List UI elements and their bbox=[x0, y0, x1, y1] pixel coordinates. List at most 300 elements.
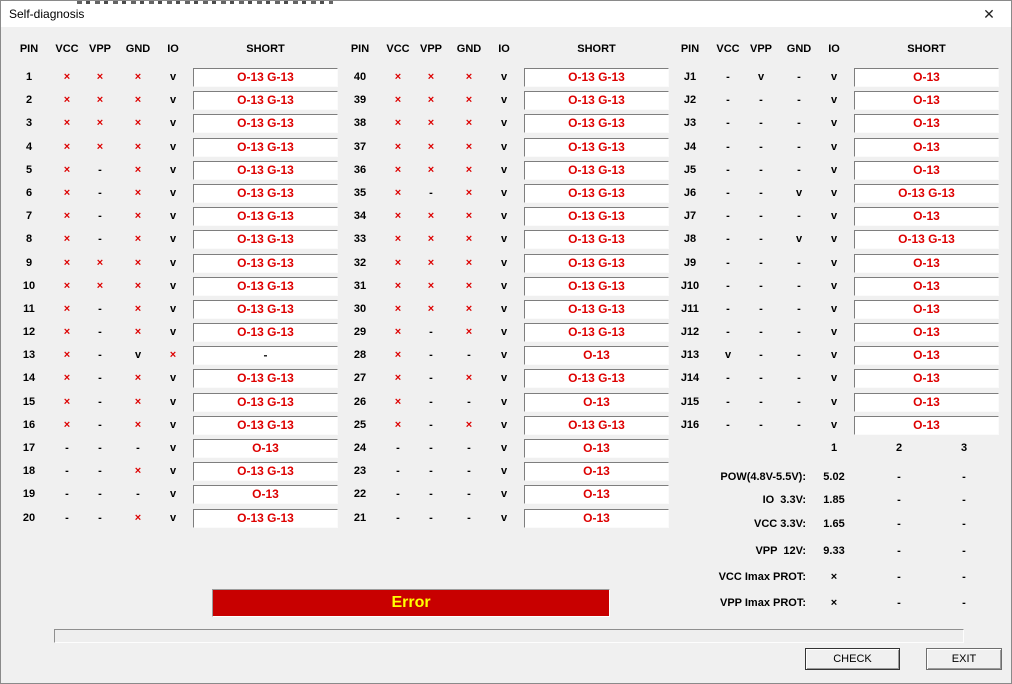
pin-row bbox=[662, 344, 1007, 367]
vcc-status-mark: × bbox=[394, 302, 402, 315]
pin-number: J14 bbox=[680, 372, 700, 385]
short-result-box: - bbox=[193, 346, 338, 365]
gnd-status-mark: × bbox=[134, 418, 142, 431]
pin-number: 31 bbox=[353, 279, 367, 292]
vpp-status-mark: - bbox=[759, 117, 763, 130]
io-status-mark: v bbox=[500, 465, 508, 478]
pin-row bbox=[662, 367, 1007, 390]
voltage-value-3: - bbox=[962, 545, 966, 557]
pin-number: 1 bbox=[25, 71, 33, 83]
io-status-mark: v bbox=[500, 349, 508, 362]
pin-row bbox=[332, 182, 677, 205]
pin-number: 28 bbox=[353, 349, 367, 362]
pin-rows bbox=[662, 66, 1007, 437]
pin-number: 29 bbox=[353, 326, 367, 339]
vcc-status-mark: - bbox=[726, 302, 730, 315]
io-status-mark: v bbox=[169, 279, 177, 292]
vpp-status-mark: - bbox=[759, 326, 763, 339]
gnd-status-mark: - bbox=[467, 349, 471, 362]
window-title: Self-diagnosis bbox=[9, 7, 85, 21]
pin-row bbox=[1, 483, 346, 506]
vcc-status-mark: - bbox=[726, 117, 730, 130]
pin-row bbox=[332, 252, 677, 275]
pin-number: 3 bbox=[25, 117, 33, 130]
vcc-status-mark: - bbox=[726, 71, 730, 83]
short-result-box: O-13 G-13 bbox=[193, 462, 338, 481]
pin-row bbox=[1, 275, 346, 298]
short-result-box: O-13 G-13 bbox=[193, 416, 338, 435]
voltage-value-1: 1.85 bbox=[823, 494, 845, 506]
vpp-status-mark: - bbox=[429, 372, 433, 385]
vpp-status-mark: - bbox=[759, 418, 763, 431]
vcc-status-mark: - bbox=[726, 233, 730, 246]
short-result-box: O-13 G-13 bbox=[524, 161, 669, 180]
pin-row bbox=[332, 205, 677, 228]
vpp-status-mark: × bbox=[427, 117, 435, 130]
short-result-box: O-13 G-13 bbox=[193, 277, 338, 296]
vcc-status-mark: × bbox=[63, 186, 71, 199]
gnd-status-mark: v bbox=[795, 233, 803, 246]
vpp-status-mark: × bbox=[427, 302, 435, 315]
io-status-mark: v bbox=[169, 442, 177, 454]
short-result-box: O-13 bbox=[854, 114, 999, 133]
gnd-status-mark: × bbox=[134, 140, 142, 153]
vpp-header: VPP bbox=[88, 43, 111, 55]
vpp-status-mark: - bbox=[98, 163, 102, 176]
gnd-status-mark: - bbox=[797, 94, 801, 107]
io-status-mark: v bbox=[500, 302, 508, 315]
pin-row bbox=[1, 344, 346, 367]
pin-row bbox=[1, 367, 346, 390]
vpp-status-mark: × bbox=[96, 71, 104, 83]
gnd-status-mark: × bbox=[134, 279, 142, 292]
gnd-status-mark: - bbox=[797, 326, 801, 339]
pin-row bbox=[1, 136, 346, 159]
pin-number: 7 bbox=[25, 210, 33, 223]
pin-number: 40 bbox=[353, 71, 367, 83]
gnd-status-mark: × bbox=[134, 233, 142, 246]
io-status-mark: v bbox=[500, 140, 508, 153]
gnd-status-mark: - bbox=[136, 488, 140, 501]
io-status-mark: v bbox=[830, 279, 838, 292]
vcc-status-mark: × bbox=[394, 71, 402, 83]
short-result-box: O-13 G-13 bbox=[193, 114, 338, 133]
vpp-status-mark: - bbox=[98, 488, 102, 501]
gnd-status-mark: - bbox=[797, 140, 801, 153]
gnd-header: GND bbox=[786, 43, 812, 55]
short-result-box: O-13 bbox=[524, 509, 669, 528]
gnd-status-mark: - bbox=[797, 71, 801, 83]
pin-row bbox=[1, 437, 346, 460]
pin-number: J6 bbox=[683, 186, 697, 199]
pin-row bbox=[662, 89, 1007, 112]
gnd-status-mark: - bbox=[467, 488, 471, 501]
voltage-value-2: - bbox=[897, 597, 901, 609]
pin-number: 36 bbox=[353, 163, 367, 176]
vcc-status-mark: × bbox=[63, 326, 71, 339]
vcc-status-mark: - bbox=[726, 210, 730, 223]
short-result-box: O-13 bbox=[854, 277, 999, 296]
io-status-mark: v bbox=[500, 442, 508, 454]
pin-number: 12 bbox=[22, 326, 36, 339]
exit-button[interactable]: EXIT bbox=[926, 648, 1002, 670]
vpp-status-mark: - bbox=[429, 326, 433, 339]
vpp-header: VPP bbox=[749, 43, 772, 55]
short-result-box: O-13 G-13 bbox=[193, 68, 338, 87]
vpp-status-mark: - bbox=[429, 511, 433, 524]
voltage-value-3: - bbox=[962, 597, 966, 609]
short-result-box: O-13 G-13 bbox=[524, 114, 669, 133]
pin-number: 24 bbox=[353, 442, 367, 454]
short-result-box: O-13 G-13 bbox=[524, 230, 669, 249]
gnd-status-mark: × bbox=[465, 233, 473, 246]
voltage-panel bbox=[606, 442, 1006, 622]
pin-number: J11 bbox=[681, 302, 699, 315]
gnd-status-mark: - bbox=[797, 349, 801, 362]
column-headers bbox=[332, 38, 677, 53]
io-status-mark: v bbox=[830, 326, 838, 339]
io-status-mark: v bbox=[830, 256, 838, 269]
vcc-status-mark: - bbox=[726, 256, 730, 269]
vpp-status-mark: - bbox=[429, 488, 433, 501]
gnd-status-mark: × bbox=[465, 326, 473, 339]
pin-number: J4 bbox=[683, 140, 697, 153]
pin-number: 4 bbox=[25, 140, 33, 153]
voltage-value-2: - bbox=[897, 545, 901, 557]
short-result-box: O-13 G-13 bbox=[524, 184, 669, 203]
pin-number: 21 bbox=[353, 511, 367, 524]
pin-number: J12 bbox=[680, 326, 700, 339]
vpp-status-mark: - bbox=[429, 349, 433, 362]
short-result-box: O-13 G-13 bbox=[193, 254, 338, 273]
io-status-mark: v bbox=[830, 140, 838, 153]
io-status-mark: v bbox=[169, 511, 177, 524]
pin-row bbox=[332, 136, 677, 159]
vcc-status-mark: - bbox=[726, 326, 730, 339]
pin-row bbox=[662, 414, 1007, 437]
pin-number: 38 bbox=[353, 117, 367, 130]
pin-number: 8 bbox=[25, 233, 33, 246]
gnd-status-mark: × bbox=[134, 326, 142, 339]
pin-row bbox=[1, 112, 346, 135]
gnd-status-mark: × bbox=[134, 465, 142, 478]
pin-number: 34 bbox=[353, 210, 367, 223]
short-result-box: O-13 bbox=[854, 300, 999, 319]
voltage-value-3: - bbox=[962, 518, 966, 530]
vpp-status-mark: - bbox=[98, 326, 102, 339]
vcc-status-mark: - bbox=[726, 372, 730, 385]
vcc-status-mark: × bbox=[394, 256, 402, 269]
short-result-box: O-13 bbox=[193, 439, 338, 458]
pin-number: 17 bbox=[22, 442, 36, 454]
vcc-status-mark: × bbox=[394, 94, 402, 107]
io-status-mark: v bbox=[830, 372, 838, 385]
io-status-mark: v bbox=[169, 71, 177, 83]
pin-number: 15 bbox=[22, 395, 36, 408]
gnd-status-mark: - bbox=[797, 395, 801, 408]
io-status-mark: v bbox=[169, 326, 177, 339]
pin-number: 22 bbox=[353, 488, 367, 501]
vcc-status-mark: × bbox=[394, 186, 402, 199]
io-status-mark: v bbox=[500, 163, 508, 176]
pin-row bbox=[1, 89, 346, 112]
vpp-status-mark: × bbox=[427, 256, 435, 269]
io-status-mark: v bbox=[169, 186, 177, 199]
short-result-box: O-13 bbox=[854, 254, 999, 273]
gnd-status-mark: - bbox=[467, 465, 471, 478]
voltage-value-1: 5.02 bbox=[823, 471, 845, 483]
pin-header: PIN bbox=[19, 43, 39, 55]
io-status-mark: v bbox=[500, 279, 508, 292]
pin-header: PIN bbox=[350, 43, 370, 55]
pin-number: J1 bbox=[683, 71, 697, 83]
vpp-status-mark: - bbox=[98, 210, 102, 223]
voltage-value-2: - bbox=[897, 518, 901, 530]
short-result-box: O-13 G-13 bbox=[193, 369, 338, 388]
gnd-status-mark: × bbox=[465, 418, 473, 431]
vcc-status-mark: × bbox=[394, 349, 402, 362]
vcc-status-mark: × bbox=[394, 140, 402, 153]
pin-group-1-20 bbox=[1, 1, 346, 546]
voltage-row-label: VCC Imax PROT: bbox=[718, 571, 806, 583]
vpp-status-mark: - bbox=[429, 442, 433, 454]
gnd-status-mark: × bbox=[134, 372, 142, 385]
vcc-status-mark: × bbox=[63, 349, 71, 362]
short-result-box: O-13 bbox=[854, 138, 999, 157]
gnd-status-mark: v bbox=[795, 186, 803, 199]
vcc-status-mark: - bbox=[65, 465, 69, 478]
voltage-value-2: - bbox=[897, 494, 901, 506]
io-status-mark: v bbox=[830, 210, 838, 223]
gnd-status-mark: × bbox=[465, 256, 473, 269]
gnd-header: GND bbox=[125, 43, 151, 55]
voltage-row-label: POW(4.8V-5.5V): bbox=[720, 471, 806, 483]
vpp-status-mark: × bbox=[96, 117, 104, 130]
pin-number: 37 bbox=[353, 140, 367, 153]
vpp-status-mark: v bbox=[757, 71, 765, 83]
gnd-status-mark: - bbox=[797, 210, 801, 223]
close-icon[interactable]: ✕ bbox=[983, 6, 995, 22]
pin-row bbox=[1, 298, 346, 321]
io-status-mark: v bbox=[830, 186, 838, 199]
short-result-box: O-13 bbox=[854, 416, 999, 435]
pin-row bbox=[1, 252, 346, 275]
pin-number: 27 bbox=[353, 372, 367, 385]
pin-number: 39 bbox=[353, 94, 367, 107]
voltage-value-1: × bbox=[830, 571, 838, 583]
column-headers bbox=[1, 38, 346, 53]
vcc-status-mark: v bbox=[724, 349, 732, 362]
io-status-mark: v bbox=[500, 210, 508, 223]
vpp-status-mark: - bbox=[759, 233, 763, 246]
short-result-box: O-13 G-13 bbox=[524, 254, 669, 273]
gnd-status-mark: - bbox=[797, 302, 801, 315]
voltage-row bbox=[606, 545, 1006, 559]
pin-number: 11 bbox=[23, 302, 35, 315]
io-status-mark: v bbox=[169, 418, 177, 431]
vpp-status-mark: - bbox=[98, 302, 102, 315]
gnd-status-mark: × bbox=[465, 210, 473, 223]
voltage-row bbox=[606, 518, 1006, 532]
vcc-status-mark: - bbox=[65, 511, 69, 524]
vpp-status-mark: × bbox=[96, 279, 104, 292]
vpp-status-mark: - bbox=[759, 256, 763, 269]
io-status-mark: v bbox=[830, 349, 838, 362]
status-error-banner: Error bbox=[212, 589, 610, 617]
io-status-mark: v bbox=[169, 256, 177, 269]
short-result-box: O-13 bbox=[524, 439, 669, 458]
io-status-mark: × bbox=[169, 349, 177, 362]
short-result-box: O-13 G-13 bbox=[193, 509, 338, 528]
vcc-status-mark: × bbox=[63, 395, 71, 408]
gnd-status-mark: × bbox=[134, 395, 142, 408]
pin-number: J8 bbox=[683, 233, 697, 246]
vpp-status-mark: - bbox=[759, 163, 763, 176]
io-status-mark: v bbox=[500, 117, 508, 130]
voltage-value-2: - bbox=[897, 471, 901, 483]
short-result-box: O-13 G-13 bbox=[524, 369, 669, 388]
gnd-status-mark: × bbox=[134, 117, 142, 130]
vcc-status-mark: - bbox=[65, 442, 69, 454]
pin-row bbox=[662, 159, 1007, 182]
vpp-header: VPP bbox=[419, 43, 442, 55]
pin-row bbox=[662, 136, 1007, 159]
io-status-mark: v bbox=[169, 372, 177, 385]
io-status-mark: v bbox=[169, 233, 177, 246]
vcc-status-mark: × bbox=[63, 302, 71, 315]
vpp-status-mark: - bbox=[429, 395, 433, 408]
vpp-status-mark: × bbox=[427, 71, 435, 83]
gnd-status-mark: × bbox=[134, 256, 142, 269]
vcc-header: VCC bbox=[55, 43, 79, 55]
vcc-status-mark: × bbox=[63, 418, 71, 431]
gnd-status-mark: × bbox=[134, 71, 142, 83]
pin-row bbox=[662, 182, 1007, 205]
pin-number: 14 bbox=[22, 372, 36, 385]
short-result-box: O-13 bbox=[854, 323, 999, 342]
vcc-status-mark: × bbox=[63, 117, 71, 130]
io-status-mark: v bbox=[500, 71, 508, 83]
short-result-box: O-13 bbox=[524, 393, 669, 412]
short-result-box: O-13 G-13 bbox=[524, 207, 669, 226]
short-result-box: O-13 bbox=[193, 485, 338, 504]
short-result-box: O-13 bbox=[854, 91, 999, 110]
vcc-status-mark: - bbox=[396, 511, 400, 524]
pin-row bbox=[662, 112, 1007, 135]
io-status-mark: v bbox=[500, 372, 508, 385]
vpp-status-mark: - bbox=[759, 279, 763, 292]
pin-number: 19 bbox=[22, 488, 36, 501]
io-status-mark: v bbox=[169, 94, 177, 107]
short-result-box: O-13 G-13 bbox=[524, 68, 669, 87]
pin-row bbox=[332, 159, 677, 182]
io-header: IO bbox=[498, 43, 510, 55]
voltage-row-label: IO 3.3V: bbox=[762, 494, 806, 506]
io-status-mark: v bbox=[830, 302, 838, 315]
vpp-status-mark: - bbox=[759, 302, 763, 315]
pin-row bbox=[662, 275, 1007, 298]
vpp-status-mark: - bbox=[429, 465, 433, 478]
vcc-status-mark: × bbox=[394, 395, 402, 408]
short-result-box: O-13 G-13 bbox=[854, 230, 999, 249]
short-result-box: O-13 G-13 bbox=[193, 184, 338, 203]
short-header: SHORT bbox=[577, 43, 616, 55]
pin-number: 32 bbox=[353, 256, 367, 269]
short-result-box: O-13 G-13 bbox=[193, 230, 338, 249]
vcc-header: VCC bbox=[386, 43, 410, 55]
short-result-box: O-13 bbox=[854, 207, 999, 226]
short-result-box: O-13 bbox=[524, 485, 669, 504]
pin-number: J15 bbox=[680, 395, 700, 408]
pin-row bbox=[1, 228, 346, 251]
pin-row bbox=[1, 159, 346, 182]
voltage-row bbox=[606, 571, 1006, 585]
vcc-status-mark: × bbox=[63, 372, 71, 385]
voltage-row-label: VCC 3.3V: bbox=[754, 518, 806, 530]
pin-row bbox=[332, 344, 677, 367]
pin-number: J7 bbox=[683, 210, 697, 223]
vpp-status-mark: - bbox=[98, 442, 102, 454]
column-headers bbox=[662, 38, 1007, 53]
vcc-status-mark: × bbox=[394, 233, 402, 246]
vcc-status-mark: - bbox=[396, 442, 400, 454]
vcc-status-mark: - bbox=[726, 163, 730, 176]
short-result-box: O-13 G-13 bbox=[193, 393, 338, 412]
io-status-mark: v bbox=[830, 117, 838, 130]
io-status-mark: v bbox=[169, 488, 177, 501]
pin-number: 20 bbox=[22, 511, 36, 524]
gnd-status-mark: × bbox=[465, 117, 473, 130]
check-button[interactable]: CHECK bbox=[805, 648, 900, 670]
pin-number: 23 bbox=[353, 465, 367, 478]
pin-row bbox=[1, 182, 346, 205]
pin-row bbox=[332, 367, 677, 390]
io-status-mark: v bbox=[500, 94, 508, 107]
gnd-status-mark: × bbox=[134, 302, 142, 315]
pin-row bbox=[662, 66, 1007, 89]
vcc-status-mark: - bbox=[65, 488, 69, 501]
pin-number: 33 bbox=[353, 233, 367, 246]
short-result-box: O-13 G-13 bbox=[193, 91, 338, 110]
vcc-status-mark: × bbox=[63, 71, 71, 83]
pin-row bbox=[662, 298, 1007, 321]
gnd-status-mark: - bbox=[797, 372, 801, 385]
vpp-status-mark: × bbox=[96, 94, 104, 107]
short-result-box: O-13 G-13 bbox=[193, 161, 338, 180]
vcc-status-mark: × bbox=[394, 210, 402, 223]
gnd-status-mark: × bbox=[465, 279, 473, 292]
vpp-status-mark: - bbox=[98, 186, 102, 199]
vpp-status-mark: × bbox=[427, 233, 435, 246]
vpp-status-mark: - bbox=[98, 349, 102, 362]
pin-row bbox=[662, 228, 1007, 251]
vpp-status-mark: - bbox=[98, 372, 102, 385]
pin-number: 30 bbox=[353, 302, 367, 315]
gnd-status-mark: × bbox=[465, 186, 473, 199]
short-result-box: O-13 G-13 bbox=[524, 277, 669, 296]
io-status-mark: v bbox=[500, 326, 508, 339]
io-status-mark: v bbox=[169, 163, 177, 176]
pin-row bbox=[332, 298, 677, 321]
vcc-status-mark: - bbox=[396, 488, 400, 501]
voltage-row bbox=[606, 597, 1006, 611]
pin-row bbox=[662, 321, 1007, 344]
short-result-box: O-13 G-13 bbox=[193, 207, 338, 226]
vcc-status-mark: - bbox=[726, 94, 730, 107]
pin-row bbox=[332, 391, 677, 414]
gnd-status-mark: × bbox=[134, 511, 142, 524]
short-result-box: O-13 G-13 bbox=[524, 138, 669, 157]
